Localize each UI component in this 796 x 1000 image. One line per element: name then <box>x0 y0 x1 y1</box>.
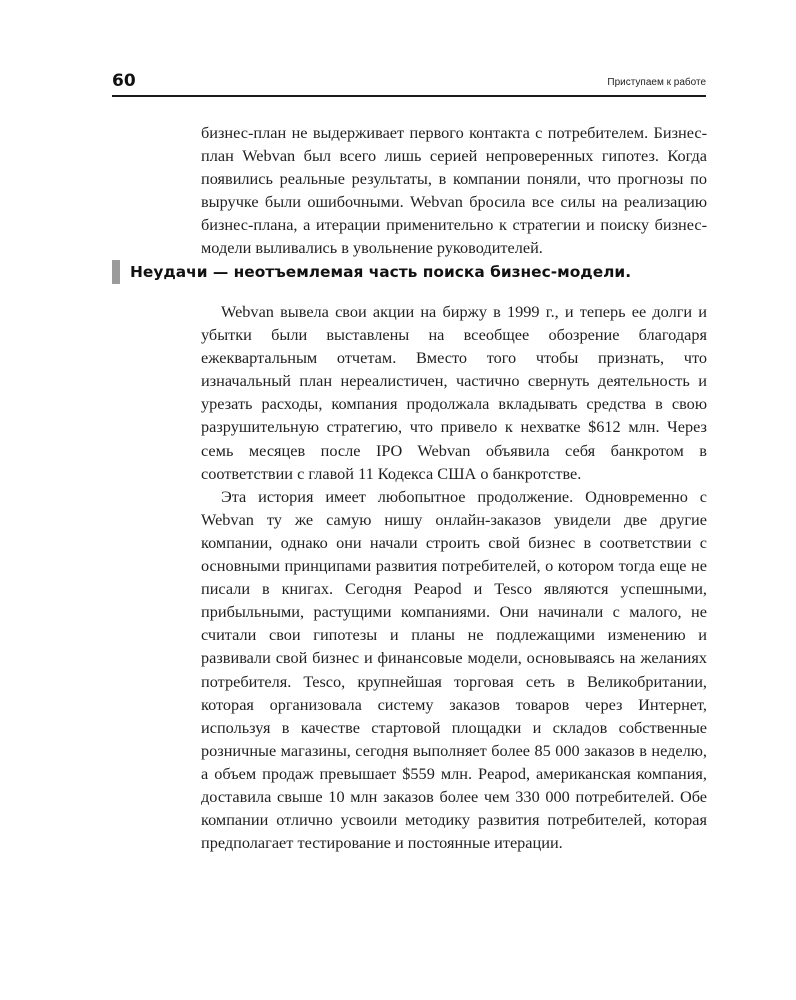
running-title: Приступаем к работе <box>607 77 706 88</box>
section-heading <box>112 258 712 286</box>
section-text-block <box>201 300 707 854</box>
intro-paragraph: бизнес-план не выдерживает первого контакта с потребителем. Бизнес-план Webvan был всего лишь серией непроверенных гипотез. Когда появились реальные результаты, в компании поняли, что прогнозы по выручке были ошибочными. Webvan бросила все силы на реализацию бизнес-плана, а итерации применительно к стратегии и поиску бизнес-модели выливались в увольнение руководителей. <box>201 123 707 258</box>
intro-text-block <box>201 121 707 260</box>
heading-accent-bar <box>112 260 120 284</box>
section-heading-text: Неудачи — неотъемлемая часть поиска бизнес-модели. <box>130 263 632 281</box>
section-paragraph: Webvan вывела свои акции на биржу в 1999 г., и теперь ее долги и убытки были выставлены на всеобщее обозрение благодаря ежеквартальным отчетам. Вместо того чтобы признать, что изначальный план нереалистичен, частично свернуть деятельность и урезать расходы, компания продолжала вкладывать средства в свою разрушительную стратегию, что привело к нехватке $612 млн. Через семь месяцев после IPO Webvan объявила себя банкротом в соответствии с главой 11 Кодекса США о банкротстве. <box>201 302 707 483</box>
running-header <box>112 69 706 97</box>
page-number: 60 <box>112 71 136 91</box>
section-paragraph: Эта история имеет любопытное продолжение. Одновременно с Webvan ту же самую нишу онлайн-заказов увидели две другие компании, однако они начали строить свой бизнес в соответствии с основными принципами развития потребителей, о котором тогда еще не писали в книгах. Сегодня Peapod и Tesco являются успешными, прибыльными, растущими компаниями. Они начинали с малого, не считали свои гипотезы и планы не подлежащими изменению и развивали свой бизнес и финансовые модели, основываясь на желаниях потребителя. Tesco, крупнейшая торговая сеть в Великобритании, которая организовала систему заказов товаров через Интернет, используя в качестве стартовой площадки и складов собственные розничные магазины, сегодня выполняет более 85 000 заказов в неделю, а объем продаж превышает $559 млн. Peapod, американская компания, доставила свыше 10 млн заказов более чем 330 000 потребителей. Обе компании отлично усвоили методику развития потребителей, которая предполагает тестирование и постоянные итерации. <box>201 486 707 853</box>
